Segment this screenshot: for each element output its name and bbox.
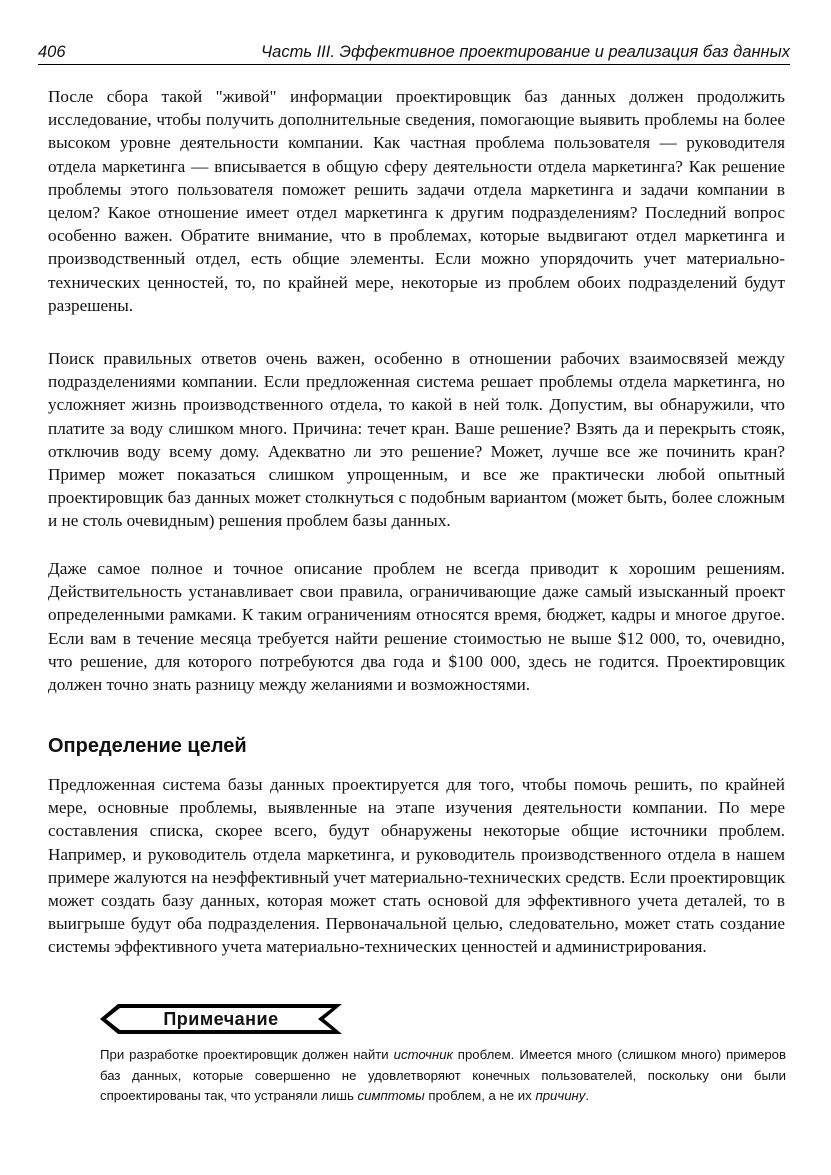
page-number: 406	[38, 43, 66, 61]
note-emphasis-symptoms: симптомы	[357, 1088, 425, 1103]
section-paragraph: Предложенная система базы данных проектируется для того, чтобы помочь решить, по крайней мере, основные проблемы, выявленные на этапе изучения деятельности компании. По мере составления списка, скорее всего, будут обнаружены некоторые общие источники проблем. Например, и руководитель отдела маркетинга, и руководитель производственного отдела в нашем примере жалуются на неэффективный учет материально-технических средств. Если проектировщик может создать базу данных, которая может стать основой для эффективного учета деталей, то в выигрыше будут оба подразделения. Первоначальной целью, следовательно, может стать создание системы эффективного учета материально-технических ценностей и администрирования.	[48, 775, 785, 957]
paragraph-1: После сбора такой "живой" информации проектировщик баз данных должен продолжить исследование, чтобы получить дополнительные сведения, помогающие выявить проблемы на более высоком уровне деятельности компании. Как частная проблема пользователя — руководителя отдела маркетинга — вписывается в общую сферу деятельности отдела маркетинга? Как решение проблемы этого пользователя поможет решить задачи отдела маркетинга и задачи компании в целом? Какое отношение имеет отдел маркетинга к другим подразделениям? Последний вопрос особенно важен. Обратите внимание, что в проблемах, которые выдвигают отдел маркетинга и производственный отдел, есть общие элементы. Если можно упорядочить учет материально-технических ценностей, то, по крайней мере, некоторые из проблем обоих подразделений будут разрешены.	[48, 87, 785, 315]
note-text-part: проблем, а не их	[424, 1088, 536, 1103]
note-text-part: При разработке проектировщик должен найти	[100, 1047, 394, 1062]
running-title: Часть III. Эффективное проектирование и реализация баз данных	[261, 43, 790, 61]
note-banner	[100, 1004, 342, 1034]
paragraph-2: Поиск правильных ответов очень важен, особенно в отношении рабочих взаимосвязей между подразделениями компании. Если предложенная система решает проблемы отдела маркетинга, но усложняет жизнь производственного отдела, то какой в ней толк. Допустим, вы обнаружили, что платите за воду слишком много. Причина: течет кран. Ваше решение? Взять да и перекрыть стояк, отключив воду всему дому. Адекватно ли это решение? Может, лучше все же починить кран? Пример может показаться слишком упрощенным, и все же практически любой опытный проектировщик баз данных может столкнуться с подобным вариантом (может быть, более сложным и не столь очевидным) решения проблем базы данных.	[48, 349, 785, 531]
section-heading: Определение целей	[48, 735, 247, 757]
paragraph-3: Даже самое полное и точное описание проблем не всегда приводит к хорошим решениям. Действительность устанавливает свои правила, ограничивающие даже самый изысканный проект определенными рамками. К таким ограничениям относятся время, бюджет, кадры и многое другое. Если вам в течение месяца требуется найти решение стоимостью не выше $12 000, то, очевидно, что решение, для которого потребуются два года и $100 000, здесь не годится. Проектировщик должен точно знать разницу между желаниями и возможностями.	[48, 559, 785, 695]
note-text-part: .	[585, 1088, 590, 1103]
header-rule	[38, 64, 790, 65]
note-title: Примечание	[163, 1009, 279, 1029]
page-header	[38, 42, 790, 64]
note-emphasis-cause: причину	[535, 1088, 586, 1103]
note-emphasis-source: источник	[393, 1047, 453, 1062]
note-text-part: проблем. Имеется много (слишком много) примеров баз данных, которые совершенно не удовлетворяют конечных пользователей, поскольку они были спроектированы так, что устраняли лишь	[100, 1047, 787, 1103]
note-text	[100, 1045, 786, 1107]
